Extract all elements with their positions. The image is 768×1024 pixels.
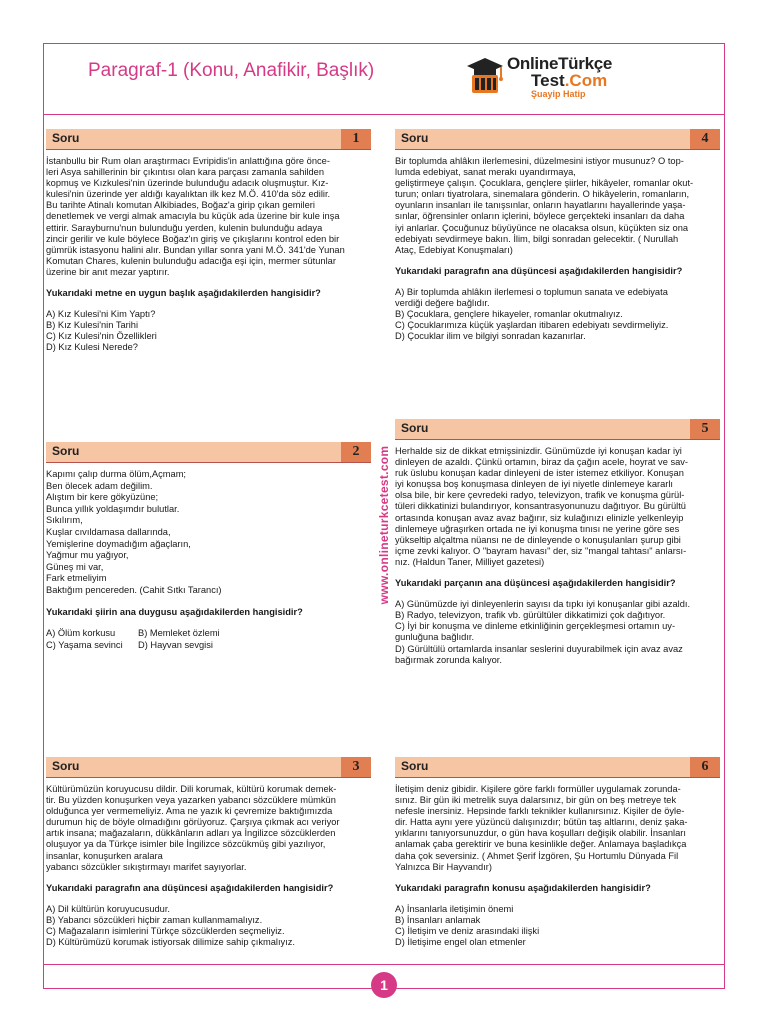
question-stem: Yukarıdaki metne en uygun başlık aşağıdakilerden hangisidir? <box>46 288 321 299</box>
page-title: Paragraf-1 (Konu, Anafikir, Başlık) <box>88 60 375 81</box>
question-4 <box>395 129 720 342</box>
question-number: 3 <box>341 757 371 777</box>
answer-options <box>395 287 718 342</box>
question-1 <box>46 129 371 354</box>
option-a-continued[interactable]: verdiği değere bağlıdır. <box>395 298 490 309</box>
question-stem: Yukarıdaki parçanın ana düşüncesi aşağıdakilerden hangisidir? <box>395 578 676 589</box>
answer-options <box>395 904 718 948</box>
question-stem: Yukarıdaki paragrafın ana düşüncesi aşağıdakilerden hangisidir? <box>395 265 683 276</box>
answer-options <box>46 904 369 948</box>
question-header <box>46 129 371 150</box>
question-5 <box>395 419 720 666</box>
option-d[interactable]: D) Hayvan sevgisi <box>138 639 213 650</box>
option-a[interactable]: A) Kız Kulesi'ni Kim Yaptı? <box>46 309 156 320</box>
question-label: Soru <box>52 444 80 458</box>
question-number: 4 <box>690 129 720 149</box>
option-d[interactable]: D) Kültürümüzü korumak istiyorsak dilimize sahip çıkmalıyız. <box>46 937 296 948</box>
question-passage: Kapımı çalıp durma ölüm,Açmam; Ben ölecek adam değilim. Alıştım bir kere gökyüzüne; Bunca yıllık yoldaşımdır bulutlar. Sıkılırım, Kuşlar cıvıldamasa dallarında, Yemişlerine doymadığım ağaçların, Yağmur mu yağıyor, Güneş mi var, Fark etmeliyim Baktığım pencereden. (Cahit Sıtkı Tarancı) <box>46 469 222 595</box>
question-stem: Yukarıdaki paragrafın konusu aşağıdakilerden hangisidir? <box>395 882 651 893</box>
question-number: 6 <box>690 757 720 777</box>
question-number: 2 <box>341 442 371 462</box>
question-label: Soru <box>52 131 80 145</box>
question-label: Soru <box>401 421 429 435</box>
logo-text-line2: Test.Com <box>531 71 608 90</box>
answer-options <box>395 599 718 666</box>
option-a[interactable]: A) Dil kültürün koruyucusudur. <box>46 903 171 914</box>
option-c-continued[interactable]: gunluğuna bağlıdır. <box>395 632 475 643</box>
question-label: Soru <box>401 759 429 773</box>
question-passage: Kültürümüzün koruyucusu dildir. Dili korumak, kültürü korumak demek- tir. Bu yüzden konuşurken veya yazarken yabancı sözcüklere mümkün olduğunca yer vermemeliyiz. Ama ne yazık ki çevremize baktığımızda durumun hiç de böyle olmadığını görüyoruz. Çarşıya çıkmak acı veriyor artık insana; mağazaların, dükkânların adları ya İngilizce sözcüklerden oluşuyor ya da Türkçe isimler bile İngilizce sözcükmüş gibi yazılıyor, insanlar, konuşurken aralara yabancı sözcükler sıkıştırmayı marifet sayıyorlar. <box>46 784 340 872</box>
question-header <box>395 757 720 778</box>
option-a[interactable]: A) Ölüm korkusu <box>46 628 116 639</box>
question-passage: Bir toplumda ahlâkın ilerlemesini, düzelmesini istiyor musunuz? O top- lumda edebiyat, sanat merakı uyandırmaya, geliştirmeye çalışın. Çocuklara, gençlere şiirler, hikâyeler, romanlar okut- turun; onları tiyatrolara, sinemalara gönderin. O hikâyelerin, romanların, oyunların insanları ile tanışsınlar, onların hayatlarını hayallerinde yaşa- sınlar, öğrensinler onların içlerini, böylece gerçekteki insanları da daha iyi anlarlar. Çocuğunuz büyüyünce ne olacaksa olsun, küçükten siz ona edebiyatı sevdirmeye bakın. İlim, bilgi sonradan gelecektir. ( Nurullah Ataç, Edebiyat Konuşmaları) <box>395 156 694 255</box>
question-label: Soru <box>52 759 80 773</box>
option-a[interactable]: A) Günümüzde iyi dinleyenlerin sayısı da tıpkı iyi konuşanlar gibi azaldı. <box>395 599 691 610</box>
option-a[interactable]: A) Bir toplumda ahlâkın ilerlemesi o toplumun sanata ve edebiyata <box>395 286 668 297</box>
option-c[interactable]: C) Mağazaların isimlerini Türkçe sözcüklerden seçmeliyiz. <box>46 926 285 937</box>
option-b[interactable]: B) Radyo, televizyon, trafik vb. gürültüler dikkatimizi çok dağıtıyor. <box>395 610 666 621</box>
option-c[interactable]: C) Yaşama sevinci <box>46 639 123 650</box>
header-divider <box>43 114 725 115</box>
option-a[interactable]: A) İnsanlarla iletişimin önemi <box>395 903 514 914</box>
logo-author: Şuayip Hatip <box>531 89 586 99</box>
question-number: 5 <box>690 419 720 439</box>
option-d-continued[interactable]: bağırmak zorunda kalıyor. <box>395 654 502 665</box>
question-header <box>46 757 371 778</box>
logo-text-line1: OnlineTürkçe <box>507 54 613 73</box>
question-header <box>395 419 720 440</box>
question-6 <box>395 757 720 948</box>
option-d[interactable]: D) Çocuklar ilim ve bilgiyi sonradan kazanırlar. <box>395 331 586 342</box>
question-passage: Herhalde siz de dikkat etmişsinizdir. Günümüzde iyi konuşan kadar iyi dinleyen de azaldı. Çünkü ortamın, biraz da çağın acele, hoyrat ve sav- ruk üslubu konuşan kadar dinleyeni de ister istemez etkiliyor. Konuşan iyi konuşsa boş konuşmasa dinleyen de iyi niyetle dinlemeye kararlı olsa bile, bir kere çevredeki radyo, televizyon, trafik ve konuşma gürül- tüleri dikkatinizi bulandırıyor, konsantrasyonunuzu dağıtıyor. Bu gürültü ortasında konuşan avaz avaz bağırır, siz kulağınızı elinizle yelkenleyip dinlemeye uğraşırken ortada ne iyi konuşma tınısı ne yerine göre ses yükseltip alçaltma nüansı ne de dinleyende o konuşulanları şurup gibi içme zevki kalıyor. O "bayram havası" der, siz "mangal tahtası" anlarsı- nız. (Haldun Taner, Milliyet gazetesi) <box>395 446 689 567</box>
option-d[interactable]: D) Gürültülü ortamlarda insanlar seslerini duyurabilmek için avaz avaz <box>395 643 683 654</box>
option-b[interactable]: B) Yabancı sözcükleri hiçbir zaman kullanmamalıyız. <box>46 914 263 925</box>
question-passage: İstanbullu bir Rum olan araştırmacı Evripidis'in anlattığına göre önce- leri Asya sahillerinin bir çıkıntısı olan kara parçası zamanla sahilden kopmuş ve Kızkulesi'nin üzerinde bulunduğu adacık oluşmuştur. Kız- kulesi'nin üzerinde yer aldığı kayalıktan ilk kez M.Ö. 410'da söz edilir. Bu tarihte Atinalı komutan Alkibiades, Boğaz'a girip çıkan gemileri denetlemek ve vergi almak amacıyla bu küçük ada üzerine bir kule inşa ettirir. Sarayburnu'nun bulunduğu yerden, kulenin bulunduğu adaya zincir gerilir ve kule böylece Boğaz'ın giriş ve çıkışlarını kontrol eden bir gümrük istasyonu halini alır. Bundan yıllar sonra yani M.Ö. 341'de Yunan Komutan Chares, kulenin bulunduğu adacığa eşi için, mermer sütunlar üzerine bir anıt mezar yaptırır. <box>46 156 345 277</box>
option-b[interactable]: B) Kız Kulesi'nin Tarihi <box>46 320 139 331</box>
option-c[interactable]: C) İletişim ve deniz arasındaki ilişki <box>395 926 540 937</box>
question-label: Soru <box>401 131 429 145</box>
answer-options <box>46 628 369 651</box>
question-stem: Yukarıdaki paragrafın ana düşüncesi aşağıdakilerden hangisidir? <box>46 882 334 893</box>
option-c[interactable]: C) Çocuklarımıza küçük yaşlardan itibaren edebiyatı sevdirmeliyiz. <box>395 320 669 331</box>
question-stem: Yukarıdaki şiirin ana duygusu aşağıdakilerden hangisidir? <box>46 606 303 617</box>
logo <box>463 48 653 104</box>
option-c[interactable]: C) İyi bir konuşma ve dinleme etkinliğinin gerçekleşmesi ortamın uy- <box>395 621 676 632</box>
website-vertical-text: www.onlineturkcetest.com <box>377 445 391 605</box>
option-b[interactable]: B) Memleket özlemi <box>138 628 220 639</box>
option-d[interactable]: D) İletişime engel olan etmenler <box>395 937 526 948</box>
question-3 <box>46 757 371 948</box>
option-b[interactable]: B) Çocuklara, gençlere hikayeler, romanlar okutmalıyız. <box>395 309 623 320</box>
answer-options <box>46 309 369 353</box>
page-number-badge: 1 <box>371 972 397 998</box>
option-c[interactable]: C) Kız Kulesi'nin Özellikleri <box>46 331 157 342</box>
graduation-cap-icon <box>465 56 505 96</box>
option-b[interactable]: B) İnsanları anlamak <box>395 914 481 925</box>
question-header <box>46 442 371 463</box>
question-number: 1 <box>341 129 371 149</box>
option-d[interactable]: D) Kız Kulesi Nerede? <box>46 342 138 353</box>
question-passage: İletişim deniz gibidir. Kişilere göre farklı formüller uygulamak zorunda- sınız. Bir gün iki metrelik suya dalarsınız, bir gün on beş metreye tek nefesle inersiniz. Hepsinde farklı teknikler kullanırsınız. Kişiler de öyle- dir. Hatta aynı yere yüzüncü dalışınızdır; bütün taş altlarını, deniz şaka- yıklarını tanıyorsunuzdur, o gün hava koşulları değişik olabilir. İnsanları anlamak çaba gerektirir ve buna kesinlikle değer. Anlamaya başladıkça daha çok seversiniz. ( Ahmet Şerif İzgören, Şu Hortumlu Dünyada Fil Yalnızca Bir Hayvandır) <box>395 784 688 872</box>
question-2 <box>46 442 371 651</box>
footer-divider <box>43 964 725 965</box>
question-header <box>395 129 720 150</box>
